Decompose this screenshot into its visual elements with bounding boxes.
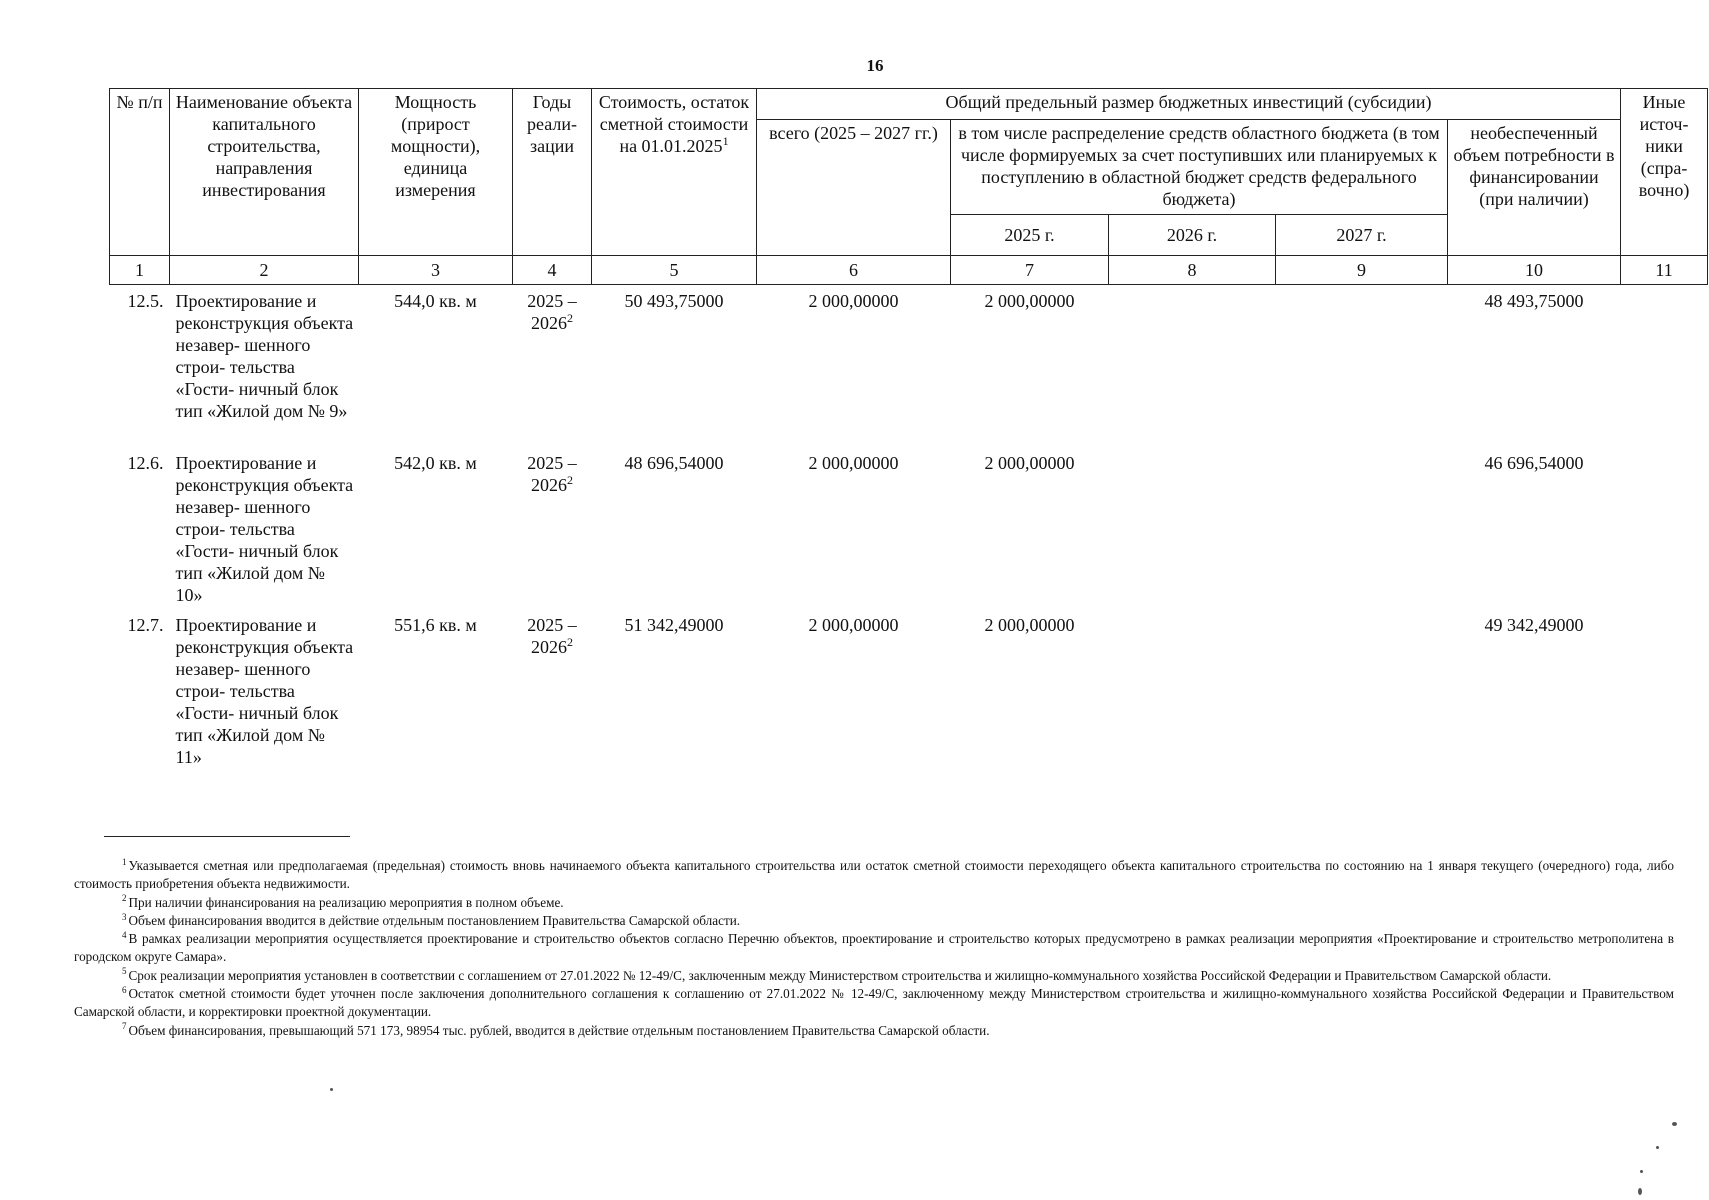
table-row: [110, 447, 1708, 609]
unsecured-amount: 49 342,49000: [1484, 614, 1584, 635]
column-number: 10: [1448, 256, 1621, 285]
row-number: 12.6.: [127, 452, 164, 473]
column-number: 11: [1621, 256, 1708, 285]
years-text: 2025 – 2026: [527, 291, 577, 333]
cost: 48 696,54000: [624, 452, 724, 473]
scan-speck: [330, 1088, 333, 1091]
header-col-2026: 2026 г.: [1109, 215, 1276, 256]
years-footnote-mark: 2: [567, 634, 573, 649]
column-number: 4: [513, 256, 592, 285]
footnote: [74, 857, 1674, 894]
amount-2025: 2 000,00000: [984, 291, 1075, 311]
footnote-text: При наличии финансирования на реализацию мероприятия в полном объеме.: [128, 894, 564, 910]
years-text: 2025 – 2026: [527, 452, 577, 495]
column-number: 1: [110, 256, 170, 285]
years-footnote-mark: 2: [567, 472, 573, 487]
object-name: Проектирование и реконструкция объекта незавер- шенного строи- тельства «Гости- ничный блок тип «Жилой дом № 10»: [175, 452, 354, 605]
amount-2026: [1109, 285, 1276, 447]
footnote: [74, 894, 1674, 912]
footnote-text: Объем финансирования, превышающий 571 173, 98954 тыс. рублей, вводится в действие отдельным постановлением Правительства Самарской области.: [128, 1022, 990, 1038]
header-col-name: Наименование объекта капитального строительства, направления инвестирования: [170, 89, 359, 256]
column-number: 7: [951, 256, 1109, 285]
scan-speck: [1638, 1188, 1642, 1195]
column-number: 5: [592, 256, 757, 285]
table-body: [110, 285, 1708, 771]
header-group-budget: Общий предельный размер бюджетных инвестиций (субсидии): [757, 89, 1621, 120]
footnote-text: Срок реализации мероприятия установлен в соответствии с соглашением от 27.01.2022 № 12-49/С, заключенным между Министерством строительства и жилищно-коммунального хозяйства Российской Федерации и Правительством Самарской области.: [128, 967, 1552, 983]
page-number: 16: [866, 56, 884, 75]
header-col-num: № п/п: [110, 89, 170, 256]
footnote: [74, 1022, 1674, 1040]
footnote-mark: 2: [122, 893, 127, 904]
footnote-mark: 3: [122, 911, 127, 922]
header-col-2025: 2025 г.: [951, 215, 1109, 256]
row-number: 12.5.: [127, 291, 164, 311]
header-col-other: Иные источ- ники (спра- вочно): [1621, 89, 1708, 256]
scan-speck: [1640, 1170, 1643, 1173]
column-number: 2: [170, 256, 359, 285]
footnote-text: В рамках реализации мероприятия осуществляется проектирование и строительство объектов согласно Перечню объектов, проектирование и строительство которых предусмотрено в рамках реализации мероприятия «Проектирование и строительство метрополитена в городском округе Самара».: [74, 931, 1674, 965]
footnote-mark: 4: [122, 929, 127, 940]
years-footnote-mark: 2: [567, 311, 573, 325]
other-sources: [1621, 447, 1708, 609]
column-number: 8: [1109, 256, 1276, 285]
column-number: 9: [1276, 256, 1448, 285]
footnote-mark: 5: [122, 966, 127, 977]
header-col-capacity: Мощность (прирост мощности), единица измерения: [359, 89, 513, 256]
years: [513, 447, 592, 609]
cost: 50 493,75000: [624, 291, 724, 311]
total: 2 000,00000: [808, 291, 899, 311]
header-col-2027: 2027 г.: [1276, 215, 1448, 256]
footnote-text: Остаток сметной стоимости будет уточнен после заключения дополнительного соглашения к соглашению от 27.01.2022 № 12-49/С, заключенному между Министерством строительства и жилищно-коммунального хозяйства Российской Федерации и Правительством Самарской области, и корректировки проектной документации.: [74, 986, 1674, 1020]
header-col-years: Годы реали- зации: [513, 89, 592, 256]
unsecured-amount: 48 493,75000: [1484, 291, 1584, 311]
footnote-mark: 6: [122, 984, 127, 995]
total: 2 000,00000: [808, 452, 899, 473]
budget-investment-table: [109, 88, 1708, 771]
row-number: 12.7.: [127, 614, 164, 635]
footnote: [74, 912, 1674, 930]
years: [513, 609, 592, 771]
unsecured-amount: 46 696,54000: [1484, 452, 1584, 473]
capacity: 544,0 кв. м: [394, 291, 477, 311]
footnote-text: Указывается сметная или предполагаемая (предельная) стоимость вновь начинаемого объекта капитального строительства или остаток сметной стоимости переходящего объекта капитального строительства по состоянию на 1 января текущего (очередного) года, либо стоимость приобретения объекта недвижимости.: [74, 858, 1674, 892]
amount-2025: 2 000,00000: [984, 614, 1075, 635]
footnote-separator: [104, 836, 350, 837]
column-number-row: [110, 256, 1708, 285]
header-col-cost: [592, 89, 757, 256]
footnote-mark: 1: [122, 856, 127, 867]
footnote-mark: 7: [122, 1021, 127, 1032]
header-col-cost-footnote-mark: 1: [722, 134, 729, 148]
other-sources: [1621, 285, 1708, 447]
footnote: [74, 985, 1674, 1022]
footnote-text: Объем финансирования вводится в действие отдельным постановлением Правительства Самарской области.: [128, 912, 741, 928]
scan-speck: [1656, 1146, 1659, 1149]
amount-2025: 2 000,00000: [984, 452, 1075, 473]
object-name: Проектирование и реконструкция объекта незавер- шенного строи- тельства «Гости- ничный блок тип «Жилой дом № 9»: [175, 291, 354, 421]
amount-2027: [1276, 609, 1448, 771]
years: [513, 285, 592, 447]
table-header: [110, 89, 1708, 285]
amount-2026: [1109, 447, 1276, 609]
column-number: 6: [757, 256, 951, 285]
column-number: 3: [359, 256, 513, 285]
other-sources: [1621, 609, 1708, 771]
header-col-unsecured: необеспеченный объем потребности в финансировании (при наличии): [1448, 120, 1621, 256]
footnote: [74, 930, 1674, 967]
object-name: Проектирование и реконструкция объекта незавер- шенного строи- тельства «Гости- ничный блок тип «Жилой дом № 11»: [175, 614, 354, 767]
amount-2026: [1109, 609, 1276, 771]
amount-2027: [1276, 447, 1448, 609]
capacity: 542,0 кв. м: [394, 452, 477, 473]
years-text: 2025 – 2026: [527, 614, 577, 657]
header-col-cost-text: Стоимость, остаток сметной стоимости на 01.01.2025: [598, 92, 750, 156]
footnote: [74, 967, 1674, 985]
table-row: [110, 609, 1708, 771]
capacity: 551,6 кв. м: [394, 614, 477, 635]
total: 2 000,00000: [808, 614, 899, 635]
footnotes: [74, 857, 1674, 1040]
header-subgroup-distribution: в том числе распределение средств областного бюджета (в том числе формируемых за счет поступивших или планируемых к поступлению в областной бюджет средств федерального бюджета): [951, 120, 1448, 215]
cost: 51 342,49000: [624, 614, 724, 635]
amount-2027: [1276, 285, 1448, 447]
header-col-total: всего (2025 – 2027 гг.): [757, 120, 951, 256]
table-row: [110, 285, 1708, 447]
scan-speck: [1672, 1122, 1677, 1126]
